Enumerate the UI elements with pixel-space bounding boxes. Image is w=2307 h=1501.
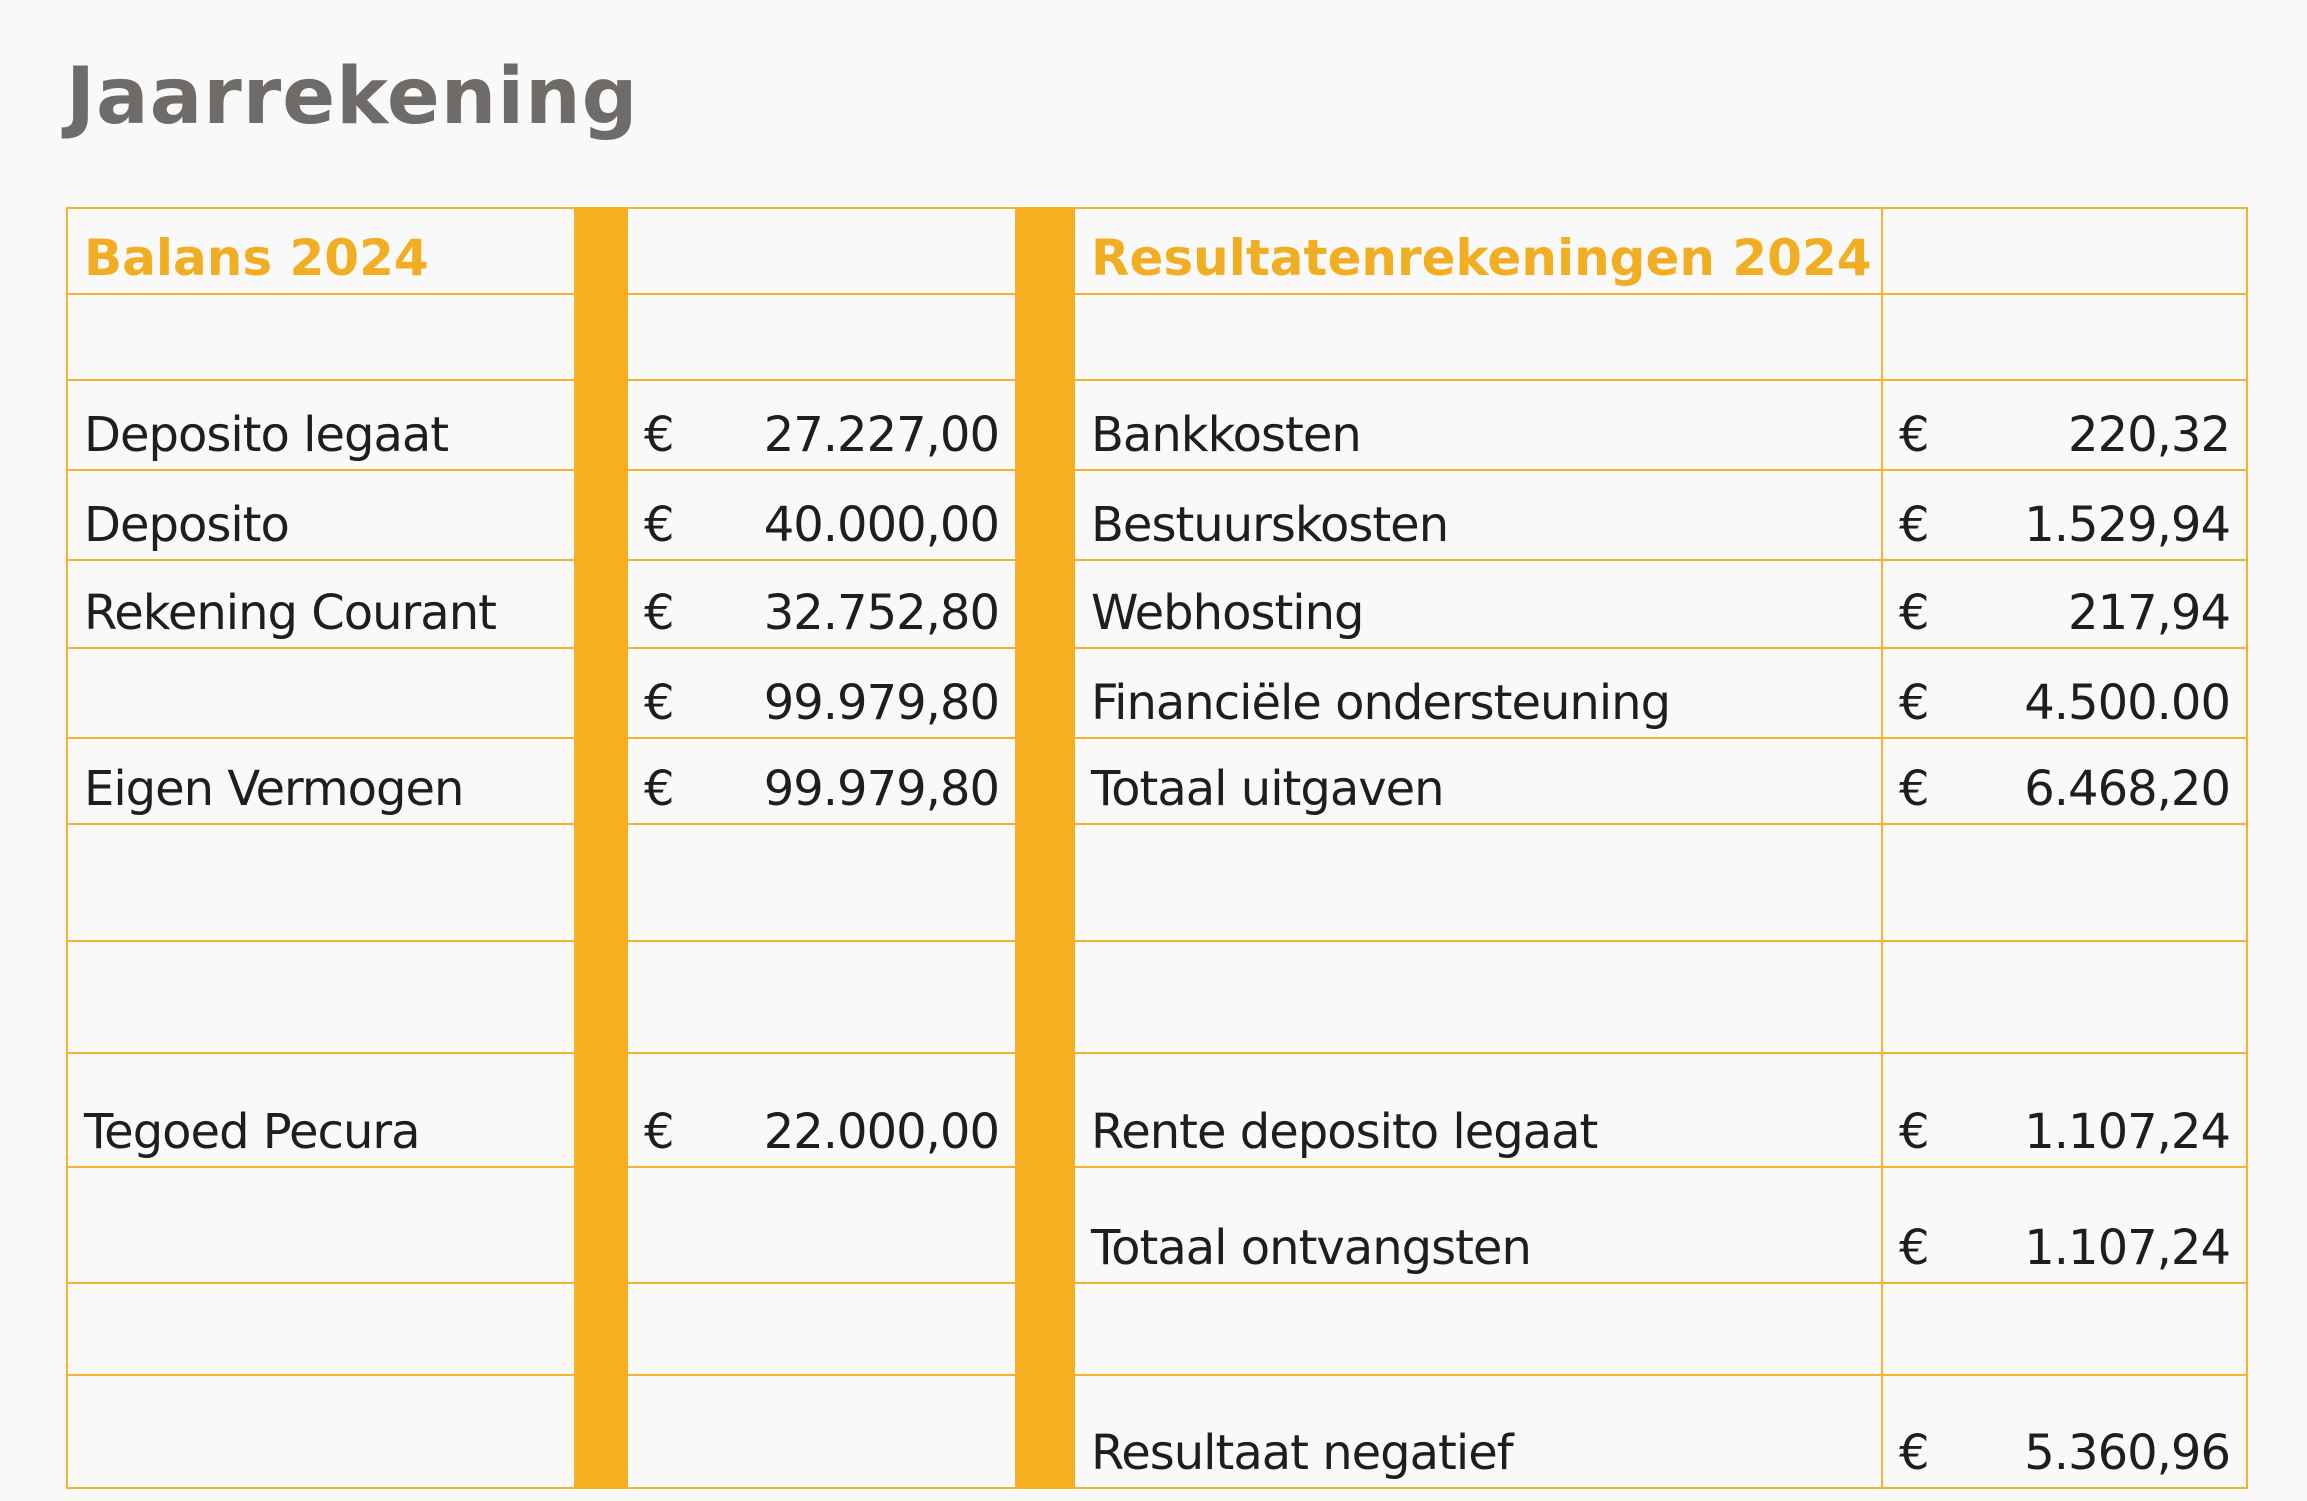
empty-cell	[627, 1283, 1016, 1375]
separator-bar	[1016, 208, 1074, 294]
empty-cell	[67, 1375, 575, 1488]
table-row	[67, 470, 2247, 560]
table-row	[67, 1283, 2247, 1375]
table-row	[67, 1053, 2247, 1167]
results-label: Financiële ondersteuning	[1074, 648, 1882, 738]
results-amount: € 1.107,24	[1882, 1053, 2247, 1167]
page-title: Jaarrekening	[66, 52, 639, 142]
results-label: Totaal uitgaven	[1074, 738, 1882, 824]
balance-label: Deposito legaat	[67, 380, 575, 470]
results-amount: € 217,94	[1882, 560, 2247, 648]
table-row	[67, 208, 2247, 294]
results-label: Webhosting	[1074, 560, 1882, 648]
balance-label: Deposito	[67, 470, 575, 560]
empty-cell	[1882, 208, 2247, 294]
results-label: Bankkosten	[1074, 380, 1882, 470]
table-row	[67, 648, 2247, 738]
results-amount: € 1.107,24	[1882, 1167, 2247, 1283]
empty-cell	[627, 824, 1016, 941]
balance-label	[67, 648, 575, 738]
table-row	[67, 294, 2247, 380]
balance-label: Tegoed Pecura	[67, 1053, 575, 1167]
results-amount: € 5.360,96	[1882, 1375, 2247, 1488]
balance-label: Rekening Courant	[67, 560, 575, 648]
results-amount: € 1.529,94	[1882, 470, 2247, 560]
balance-label: Eigen Vermogen	[67, 738, 575, 824]
balance-amount: € 99.979,80	[627, 738, 1016, 824]
empty-cell	[67, 294, 575, 380]
empty-cell	[627, 1375, 1016, 1488]
empty-cell	[1074, 294, 1882, 380]
balance-amount: € 40.000,00	[627, 470, 1016, 560]
results-label: Totaal ontvangsten	[1074, 1167, 1882, 1283]
empty-cell	[627, 208, 1016, 294]
table-row	[67, 1375, 2247, 1488]
balance-amount: € 27.227,00	[627, 380, 1016, 470]
annual-accounts-table	[66, 207, 2248, 1489]
balance-amount: € 32.752,80	[627, 560, 1016, 648]
table-row	[67, 560, 2247, 648]
results-label: Rente deposito legaat	[1074, 1053, 1882, 1167]
empty-cell	[627, 941, 1016, 1053]
empty-cell	[627, 294, 1016, 380]
empty-cell	[67, 1167, 575, 1283]
balance-heading: Balans 2024	[67, 208, 575, 294]
results-label: Resultaat negatief	[1074, 1375, 1882, 1488]
results-label: Bestuurskosten	[1074, 470, 1882, 560]
balance-amount: € 99.979,80	[627, 648, 1016, 738]
empty-cell	[1882, 941, 2247, 1053]
empty-cell	[67, 824, 575, 941]
balance-amount: € 22.000,00	[627, 1053, 1016, 1167]
results-amount: € 6.468,20	[1882, 738, 2247, 824]
results-amount: € 4.500.00	[1882, 648, 2247, 738]
separator-bar	[575, 208, 627, 294]
table-row	[67, 824, 2247, 941]
empty-cell	[627, 1167, 1016, 1283]
empty-cell	[1882, 294, 2247, 380]
table-row	[67, 941, 2247, 1053]
table-row	[67, 1167, 2247, 1283]
results-amount: € 220,32	[1882, 380, 2247, 470]
empty-cell	[1074, 1283, 1882, 1375]
empty-cell	[67, 1283, 575, 1375]
empty-cell	[1882, 824, 2247, 941]
empty-cell	[1074, 824, 1882, 941]
empty-cell	[1882, 1283, 2247, 1375]
empty-cell	[1074, 941, 1882, 1053]
table-row	[67, 380, 2247, 470]
table-row	[67, 738, 2247, 824]
results-heading: Resultatenrekeningen 2024	[1074, 208, 1882, 294]
empty-cell	[67, 941, 575, 1053]
